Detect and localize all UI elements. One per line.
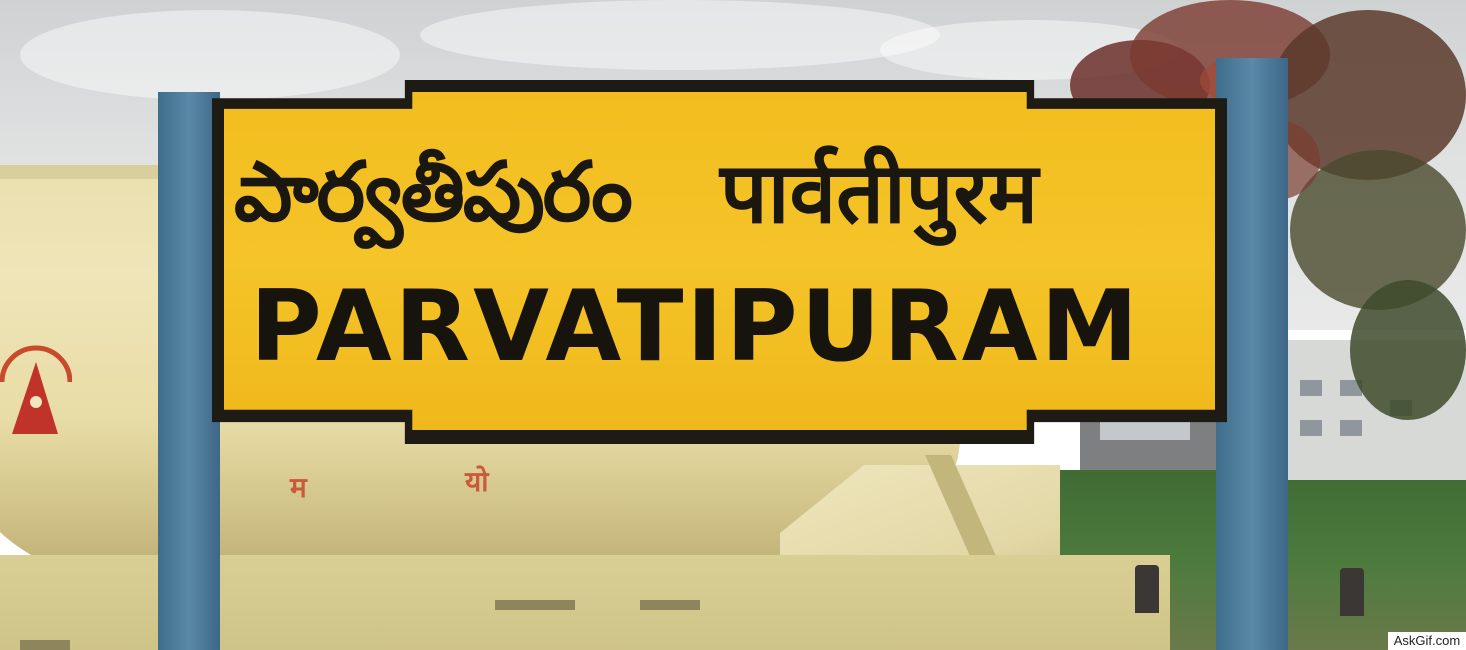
watermark: AskGif.com [1388, 632, 1466, 650]
tanker-marking: यो [465, 465, 489, 498]
railway-logo-icon [0, 342, 72, 442]
tanker-marking: म [290, 471, 307, 504]
station-name-hindi: पार्वतीपुरम [720, 144, 1039, 242]
bollard [1135, 565, 1159, 613]
sign-post-left [158, 92, 220, 650]
cloud [20, 10, 400, 100]
cloud [420, 0, 940, 70]
station-name-telugu: పార్వతీపురం [234, 145, 631, 240]
bollard [1340, 568, 1364, 616]
station-name-english: PARVATIPURAM [250, 270, 1142, 384]
